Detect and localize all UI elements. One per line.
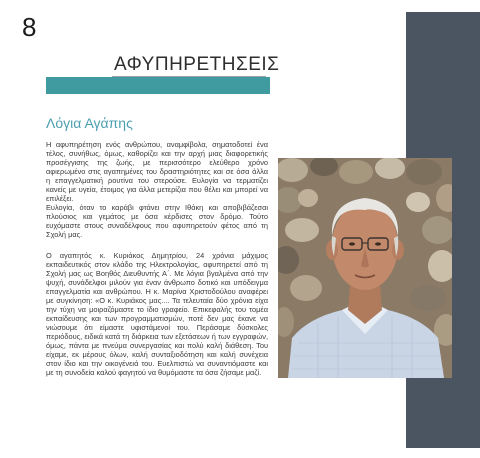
title-underline	[112, 76, 266, 77]
article-body	[46, 251, 268, 377]
article-paragraph-3: Ο αγαπητός κ. Κυριάκος Δημητρίου, 24 χρόνια μάχιμος εκπαιδευτικός στον κλάδο της Ηλεκτρολογίας, αφυπηρετεί από τη Σχολή μας ως Βοηθός Διευθυντής Α΄. Με λόγια βγαλμένα από την ψυχή, συνάδελφοι μιλούν για έναν άνθρωπο δοτικό και υπόδειγμα επαγγελματία και ανθρώπου. Η κ. Μαρίνα Χριστοδούλου αναφέρει με συγκίνηση: «Ο κ. Κυριάκος μας.... Τα τελευταία δύο χρόνια είχα την τύχη να μοιραζόμαστε το ίδιο γραφείο. Επικεφαλής του τομέα εκπαίδευσης και των προγραμματισμών, ποτέ δεν μας έκανε να νιώσουμε ότι είμαστε υφιστάμενοί του. Περάσαμε δύσκολες περιόδους, ειδικά κατά τη διάρκεια των εξετάσεων ή των εγγραφών, όμως, πάντα με πνεύμα συνεργασίας και πολύ καλή διάθεση. Του είχαμε, εκ μέρους όλων, καλή συνταξιοδότηση και καλή συνέχεια στον ίδιο και την οικογένειά του. Ευελπιστώ να συναντιόμαστε και με τη συνοδεία καλού φαγητού να θυμόμαστε τα όσα ζήσαμε μαζί.	[46, 251, 268, 377]
page-title: ΑΦΥΠΗΡΕΤΗΣΕΙΣ	[114, 54, 280, 75]
page-number: 8	[22, 12, 37, 42]
article-intro	[46, 140, 268, 239]
article-subtitle: Λόγια Αγάπης	[46, 115, 133, 131]
portrait-photo-icon	[278, 158, 452, 378]
title-accent-bar	[46, 77, 270, 94]
article-paragraph-1: Η αφυπηρέτηση ενός ανθρώπου, αναμφίβολα, σηματοδοτεί ένα τέλος, συνήθως, όμως, καθορίζει και την αρχή μιας διαφορετικής προσέγγισης της ζωής, με περισσότερο ελεύθερο χρόνο αφιερωμένο στις αγαπημένες του δραστηριότητες και σε όσα άλλα η επαγγελματική ρουτίνα του στερούσε. Ευλογία να τερματίζει κανείς με υγεία, έτοιμος για άλλα μετερίζια που θέλει και μπορεί να επιλέξει.	[46, 140, 268, 203]
article-paragraph-2: Ευλογία, όταν το καράβι φτάνει στην Ιθάκη και αποβιβάζεσαι πλούσιος και γεμάτος με όσα κέρδισες στον δρόμο. Τούτο ευχόμαστε στους συναδέλφους που αφυπηρετούν φέτος από τη Σχολή μας.	[46, 203, 268, 239]
